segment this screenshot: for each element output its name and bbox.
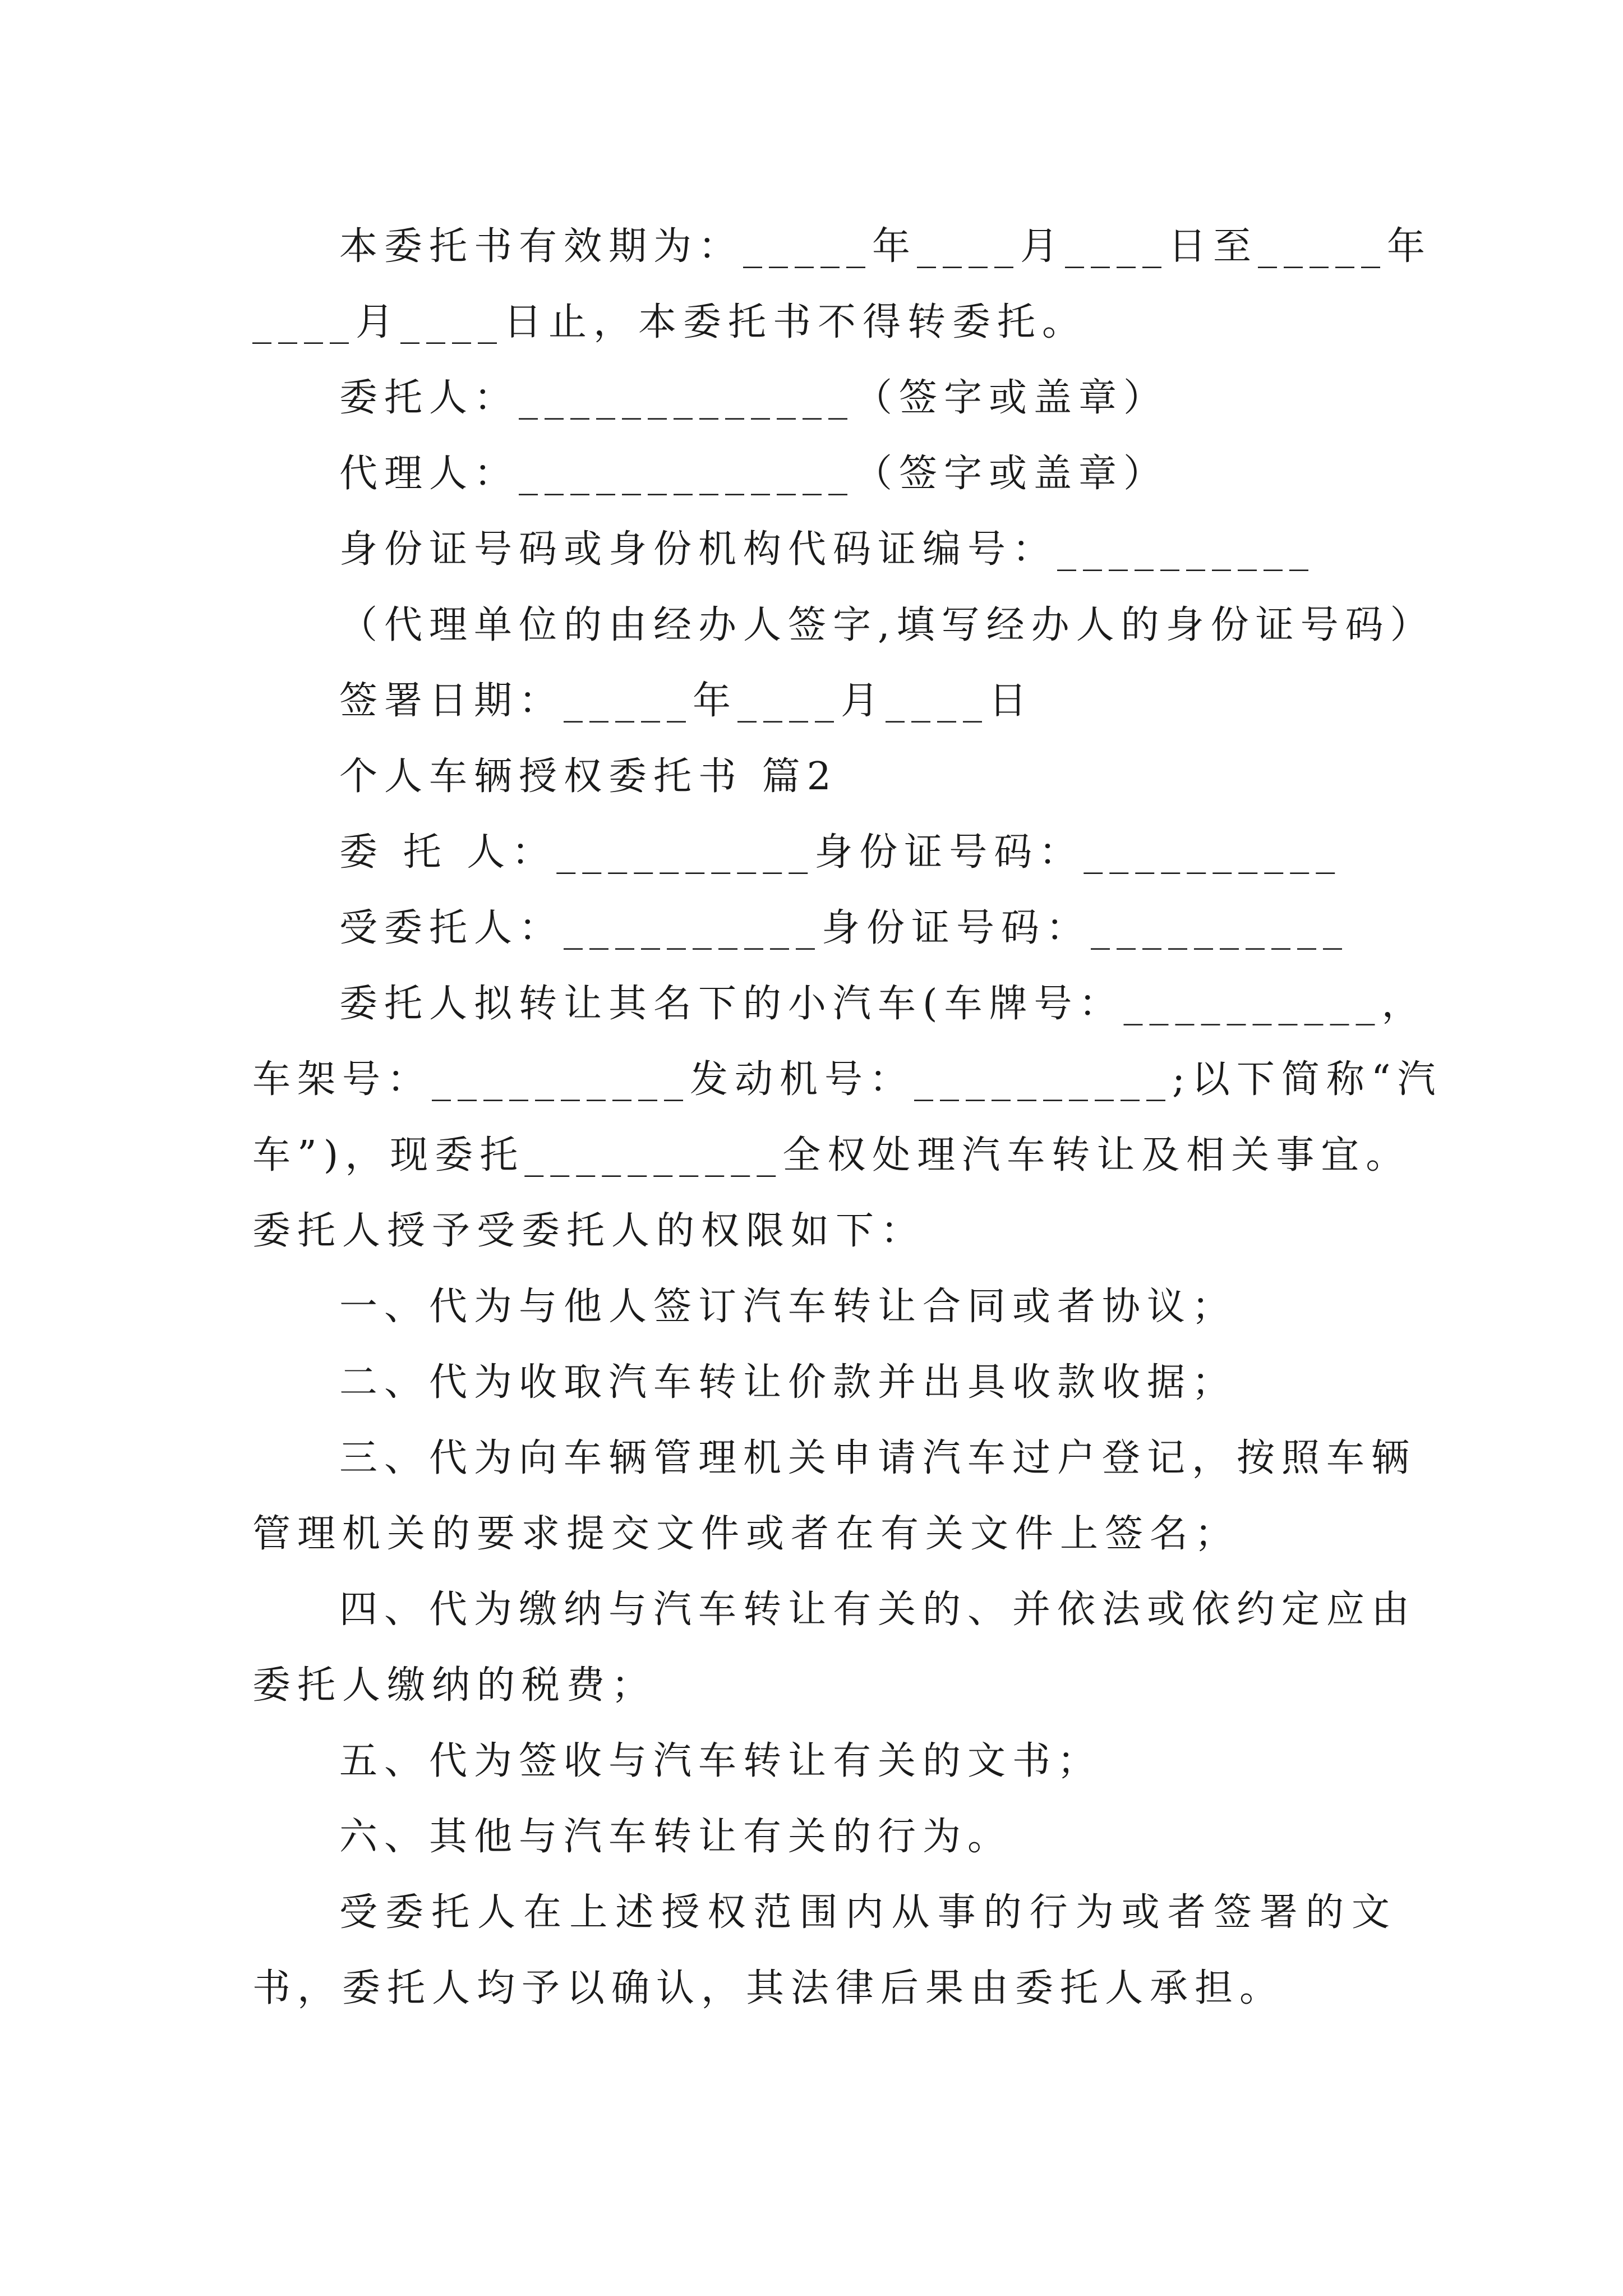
confirmation-paragraph-line-1: 受委托人在上述授权范围内从事的行为或者签署的文: [339, 1890, 1396, 1935]
confirmation-paragraph-line-2: 书，委托人均予以确认，其法律后果由委托人承担。: [252, 1966, 1285, 2010]
authority-item-6: 六、其他与汽车转让有关的行为。: [339, 1815, 1013, 1859]
vehicle-transfer-paragraph-line-1: 委托人拟转让其名下的小汽车(车牌号：__________，: [339, 982, 1427, 1026]
trustee-id-line: 受委托人：__________身份证号码：__________: [339, 906, 1349, 950]
vehicle-transfer-paragraph-line-3: 车”)，现委托__________全权处理汽车转让及相关事宜。: [252, 1133, 1411, 1177]
validity-period-line-continued: ____月____日止，本委托书不得转委托。: [252, 300, 1087, 344]
section-heading: 个人车辆授权委托书 篇2: [339, 754, 838, 799]
principal-id-line: 委 托 人：__________身份证号码：__________: [339, 830, 1342, 875]
id-number-line: 身份证号码或身份机构代码证编号：__________: [339, 527, 1316, 572]
authority-intro-line: 委托人授予受委托人的权限如下：: [252, 1209, 926, 1253]
vehicle-transfer-paragraph-line-2: 车架号：__________发动机号：__________;以下简称“汽: [252, 1057, 1442, 1102]
authority-item-2: 二、代为收取汽车转让价款并出具收款收据；: [339, 1360, 1237, 1405]
agent-unit-note: （代理单位的由经办人签字,填写经办人的身份证号码）: [339, 603, 1435, 647]
authority-item-4-line-2: 委托人缴纳的税费；: [252, 1663, 657, 1708]
validity-period-line: 本委托书有效期为：_____年____月____日至_____年: [339, 224, 1432, 269]
signing-date-line: 签署日期：_____年____月____日: [339, 679, 1034, 723]
agent-signature-line: 代理人：_____________（签字或盖章）: [339, 452, 1169, 496]
principal-signature-line: 委托人：_____________（签字或盖章）: [339, 376, 1169, 420]
authority-item-4-line-1: 四、代为缴纳与汽车转让有关的、并依法或依约定应由: [339, 1588, 1417, 1632]
authority-item-3-line-1: 三、代为向车辆管理机关申请汽车过户登记，按照车辆: [339, 1436, 1417, 1480]
authority-item-3-line-2: 管理机关的要求提交文件或者在有关文件上签名；: [252, 1512, 1240, 1556]
authority-item-5: 五、代为签收与汽车转让有关的文书；: [339, 1739, 1103, 1783]
authority-item-1: 一、代为与他人签订汽车转让合同或者协议；: [339, 1285, 1237, 1329]
